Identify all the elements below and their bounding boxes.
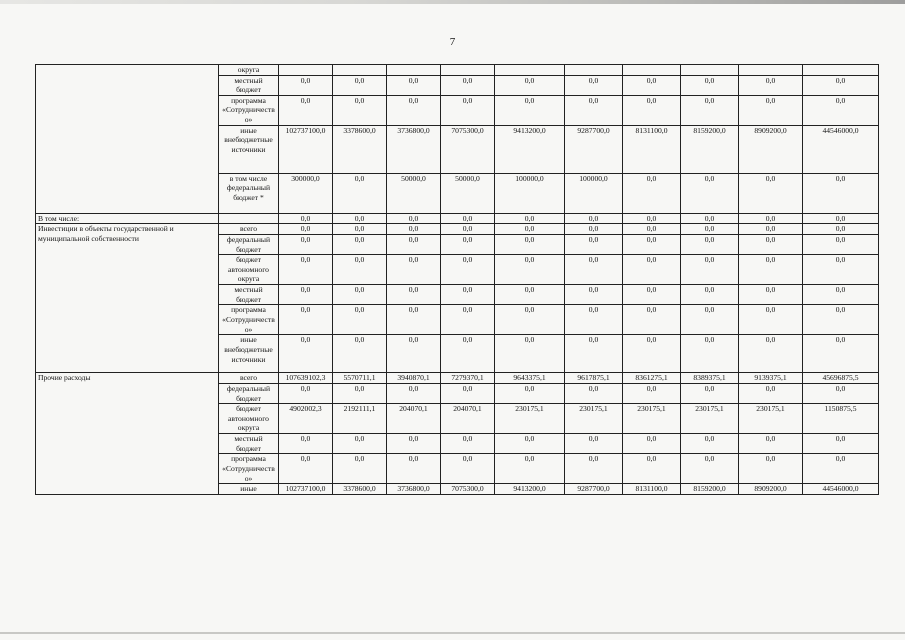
value-cell: 204070,1 xyxy=(441,404,495,434)
value-cell xyxy=(441,65,495,76)
value-cell: 0,0 xyxy=(495,335,565,373)
value-cell: 0,0 xyxy=(441,95,495,125)
value-cell: 0,0 xyxy=(495,285,565,305)
value-cell: 0,0 xyxy=(333,335,387,373)
section-cell: В том числе: xyxy=(36,213,219,224)
value-cell: 0,0 xyxy=(387,335,441,373)
value-cell: 0,0 xyxy=(279,285,333,305)
value-cell: 0,0 xyxy=(565,95,623,125)
value-cell: 0,0 xyxy=(387,95,441,125)
value-cell: 0,0 xyxy=(495,434,565,454)
value-cell: 0,0 xyxy=(333,95,387,125)
value-cell: 0,0 xyxy=(681,234,739,254)
scan-edge-bottom xyxy=(0,632,905,634)
value-cell: 0,0 xyxy=(739,173,803,213)
value-cell: 0,0 xyxy=(803,335,879,373)
value-cell: 7075300,0 xyxy=(441,484,495,495)
value-cell: 102737100,0 xyxy=(279,484,333,495)
source-label-cell: всего xyxy=(219,224,279,235)
value-cell: 0,0 xyxy=(387,285,441,305)
value-cell: 9617875,1 xyxy=(565,373,623,384)
value-cell: 204070,1 xyxy=(387,404,441,434)
value-cell xyxy=(803,65,879,76)
value-cell: 0,0 xyxy=(681,434,739,454)
value-cell xyxy=(623,65,681,76)
value-cell: 0,0 xyxy=(279,75,333,95)
value-cell: 102737100,0 xyxy=(279,125,333,173)
value-cell xyxy=(333,65,387,76)
source-label-cell: местный бюджет xyxy=(219,434,279,454)
value-cell: 0,0 xyxy=(441,305,495,335)
value-cell: 0,0 xyxy=(739,305,803,335)
value-cell: 0,0 xyxy=(333,285,387,305)
value-cell: 44546000,0 xyxy=(803,125,879,173)
value-cell: 0,0 xyxy=(803,434,879,454)
value-cell: 7279370,1 xyxy=(441,373,495,384)
value-cell: 0,0 xyxy=(279,234,333,254)
value-cell: 0,0 xyxy=(387,255,441,285)
value-cell: 9413200,0 xyxy=(495,125,565,173)
value-cell: 0,0 xyxy=(803,173,879,213)
value-cell: 0,0 xyxy=(681,173,739,213)
value-cell: 0,0 xyxy=(441,335,495,373)
value-cell: 0,0 xyxy=(495,213,565,224)
source-label-cell xyxy=(219,213,279,224)
value-cell: 0,0 xyxy=(441,285,495,305)
value-cell: 8159200,0 xyxy=(681,484,739,495)
value-cell: 0,0 xyxy=(279,434,333,454)
value-cell: 0,0 xyxy=(495,454,565,484)
value-cell: 0,0 xyxy=(387,224,441,235)
value-cell: 0,0 xyxy=(565,305,623,335)
value-cell: 0,0 xyxy=(441,224,495,235)
value-cell: 0,0 xyxy=(803,75,879,95)
table-row xyxy=(36,224,879,235)
value-cell: 230175,1 xyxy=(681,404,739,434)
value-cell: 50000,0 xyxy=(441,173,495,213)
value-cell: 0,0 xyxy=(333,173,387,213)
value-cell: 0,0 xyxy=(565,285,623,305)
value-cell: 0,0 xyxy=(333,213,387,224)
value-cell: 0,0 xyxy=(441,75,495,95)
value-cell: 1150875,5 xyxy=(803,404,879,434)
source-label-cell: программа «Сотрудничество» xyxy=(219,95,279,125)
value-cell: 0,0 xyxy=(333,305,387,335)
source-label-cell: в том числе федеральный бюджет * xyxy=(219,173,279,213)
value-cell: 0,0 xyxy=(333,234,387,254)
value-cell: 0,0 xyxy=(565,213,623,224)
value-cell: 0,0 xyxy=(739,454,803,484)
value-cell: 3940870,1 xyxy=(387,373,441,384)
value-cell: 0,0 xyxy=(279,383,333,403)
value-cell: 0,0 xyxy=(623,173,681,213)
source-label-cell: программа «Сотрудничество» xyxy=(219,305,279,335)
value-cell: 0,0 xyxy=(739,383,803,403)
value-cell: 0,0 xyxy=(279,213,333,224)
value-cell: 3378600,0 xyxy=(333,484,387,495)
value-cell: 0,0 xyxy=(803,224,879,235)
value-cell: 0,0 xyxy=(739,255,803,285)
value-cell: 230175,1 xyxy=(623,404,681,434)
value-cell: 0,0 xyxy=(739,335,803,373)
table-row xyxy=(36,213,879,224)
value-cell: 9413200,0 xyxy=(495,484,565,495)
table-row xyxy=(36,373,879,384)
value-cell: 8159200,0 xyxy=(681,125,739,173)
value-cell: 0,0 xyxy=(623,335,681,373)
value-cell: 9643375,1 xyxy=(495,373,565,384)
section-cell: Прочие расходы xyxy=(36,373,219,495)
value-cell: 0,0 xyxy=(495,95,565,125)
value-cell xyxy=(739,65,803,76)
value-cell: 9287700,0 xyxy=(565,484,623,495)
source-label-cell: федеральный бюджет xyxy=(219,383,279,403)
source-label-cell: иные xyxy=(219,484,279,495)
source-label-cell: иные внебюджетные источники xyxy=(219,125,279,173)
value-cell: 9287700,0 xyxy=(565,125,623,173)
value-cell: 0,0 xyxy=(279,305,333,335)
value-cell: 0,0 xyxy=(441,383,495,403)
value-cell: 0,0 xyxy=(495,224,565,235)
value-cell: 0,0 xyxy=(739,285,803,305)
value-cell: 0,0 xyxy=(623,224,681,235)
value-cell: 100000,0 xyxy=(565,173,623,213)
source-label-cell: местный бюджет xyxy=(219,285,279,305)
value-cell: 0,0 xyxy=(623,285,681,305)
value-cell: 0,0 xyxy=(681,224,739,235)
value-cell: 0,0 xyxy=(739,75,803,95)
value-cell: 0,0 xyxy=(739,213,803,224)
section-cell: Инвестиции в объекты государственной и муниципальной собственности xyxy=(36,224,219,373)
value-cell: 0,0 xyxy=(279,95,333,125)
value-cell: 0,0 xyxy=(279,335,333,373)
value-cell: 230175,1 xyxy=(495,404,565,434)
value-cell xyxy=(565,65,623,76)
value-cell: 0,0 xyxy=(565,383,623,403)
value-cell: 4902002,3 xyxy=(279,404,333,434)
value-cell: 45696875,5 xyxy=(803,373,879,384)
value-cell: 0,0 xyxy=(803,234,879,254)
value-cell: 0,0 xyxy=(803,383,879,403)
value-cell: 0,0 xyxy=(387,213,441,224)
value-cell: 8131100,0 xyxy=(623,484,681,495)
value-cell: 7075300,0 xyxy=(441,125,495,173)
value-cell: 44546000,0 xyxy=(803,484,879,495)
source-label-cell: местный бюджет xyxy=(219,75,279,95)
value-cell: 8361275,1 xyxy=(623,373,681,384)
value-cell: 0,0 xyxy=(565,454,623,484)
value-cell: 0,0 xyxy=(739,224,803,235)
value-cell: 0,0 xyxy=(441,213,495,224)
budget-table-body xyxy=(36,65,879,495)
value-cell: 0,0 xyxy=(333,224,387,235)
budget-table xyxy=(35,64,879,495)
value-cell: 0,0 xyxy=(623,213,681,224)
value-cell: 8389375,1 xyxy=(681,373,739,384)
value-cell: 0,0 xyxy=(803,305,879,335)
value-cell xyxy=(387,65,441,76)
value-cell: 3736800,0 xyxy=(387,484,441,495)
source-label-cell: бюджет автономного округа xyxy=(219,255,279,285)
value-cell: 0,0 xyxy=(495,383,565,403)
value-cell: 0,0 xyxy=(739,95,803,125)
value-cell: 0,0 xyxy=(623,255,681,285)
value-cell: 8909200,0 xyxy=(739,125,803,173)
value-cell: 0,0 xyxy=(681,95,739,125)
value-cell: 0,0 xyxy=(681,75,739,95)
value-cell: 0,0 xyxy=(441,454,495,484)
value-cell: 0,0 xyxy=(803,255,879,285)
value-cell: 0,0 xyxy=(565,255,623,285)
value-cell: 0,0 xyxy=(803,95,879,125)
value-cell: 0,0 xyxy=(333,75,387,95)
value-cell: 0,0 xyxy=(803,213,879,224)
value-cell: 0,0 xyxy=(387,234,441,254)
value-cell: 0,0 xyxy=(803,285,879,305)
value-cell: 0,0 xyxy=(565,434,623,454)
value-cell: 230175,1 xyxy=(739,404,803,434)
value-cell: 0,0 xyxy=(565,335,623,373)
value-cell: 0,0 xyxy=(333,434,387,454)
value-cell: 0,0 xyxy=(441,434,495,454)
source-label-cell: федеральный бюджет xyxy=(219,234,279,254)
value-cell: 0,0 xyxy=(495,255,565,285)
source-label-cell: бюджет автономного округа xyxy=(219,404,279,434)
source-label-cell: округа xyxy=(219,65,279,76)
value-cell: 107639102,3 xyxy=(279,373,333,384)
value-cell: 100000,0 xyxy=(495,173,565,213)
value-cell: 0,0 xyxy=(333,255,387,285)
value-cell: 0,0 xyxy=(623,434,681,454)
value-cell: 0,0 xyxy=(565,234,623,254)
value-cell: 0,0 xyxy=(333,383,387,403)
value-cell: 9139375,1 xyxy=(739,373,803,384)
value-cell: 0,0 xyxy=(387,434,441,454)
value-cell xyxy=(279,65,333,76)
value-cell: 0,0 xyxy=(279,454,333,484)
value-cell: 3736800,0 xyxy=(387,125,441,173)
value-cell: 0,0 xyxy=(739,434,803,454)
value-cell: 0,0 xyxy=(387,383,441,403)
value-cell: 0,0 xyxy=(565,75,623,95)
value-cell: 0,0 xyxy=(803,454,879,484)
value-cell xyxy=(681,65,739,76)
value-cell: 0,0 xyxy=(623,75,681,95)
value-cell: 8909200,0 xyxy=(739,484,803,495)
value-cell: 0,0 xyxy=(681,213,739,224)
value-cell: 0,0 xyxy=(681,454,739,484)
value-cell: 0,0 xyxy=(623,95,681,125)
value-cell: 5570711,1 xyxy=(333,373,387,384)
value-cell: 0,0 xyxy=(279,224,333,235)
value-cell: 0,0 xyxy=(623,454,681,484)
value-cell: 0,0 xyxy=(387,305,441,335)
source-label-cell: программа «Сотрудничество» xyxy=(219,454,279,484)
value-cell: 0,0 xyxy=(565,224,623,235)
value-cell: 8131100,0 xyxy=(623,125,681,173)
value-cell: 0,0 xyxy=(333,454,387,484)
value-cell: 300000,0 xyxy=(279,173,333,213)
value-cell: 0,0 xyxy=(279,255,333,285)
value-cell: 0,0 xyxy=(495,305,565,335)
table-row xyxy=(36,65,879,76)
value-cell: 0,0 xyxy=(441,234,495,254)
value-cell: 230175,1 xyxy=(565,404,623,434)
value-cell: 0,0 xyxy=(681,285,739,305)
value-cell: 0,0 xyxy=(495,75,565,95)
value-cell: 0,0 xyxy=(681,305,739,335)
value-cell: 0,0 xyxy=(739,234,803,254)
value-cell: 0,0 xyxy=(387,75,441,95)
section-cell xyxy=(36,65,219,214)
value-cell: 50000,0 xyxy=(387,173,441,213)
page-number: 7 xyxy=(449,36,456,48)
scan-edge-top xyxy=(0,0,905,4)
value-cell: 0,0 xyxy=(495,234,565,254)
value-cell: 0,0 xyxy=(623,234,681,254)
value-cell: 0,0 xyxy=(387,454,441,484)
value-cell: 0,0 xyxy=(623,305,681,335)
value-cell: 2192111,1 xyxy=(333,404,387,434)
value-cell: 0,0 xyxy=(623,383,681,403)
value-cell: 0,0 xyxy=(681,255,739,285)
source-label-cell: всего xyxy=(219,373,279,384)
value-cell xyxy=(495,65,565,76)
value-cell: 3378600,0 xyxy=(333,125,387,173)
value-cell: 0,0 xyxy=(681,383,739,403)
value-cell: 0,0 xyxy=(441,255,495,285)
value-cell: 0,0 xyxy=(681,335,739,373)
source-label-cell: иные внебюджетные источники xyxy=(219,335,279,373)
